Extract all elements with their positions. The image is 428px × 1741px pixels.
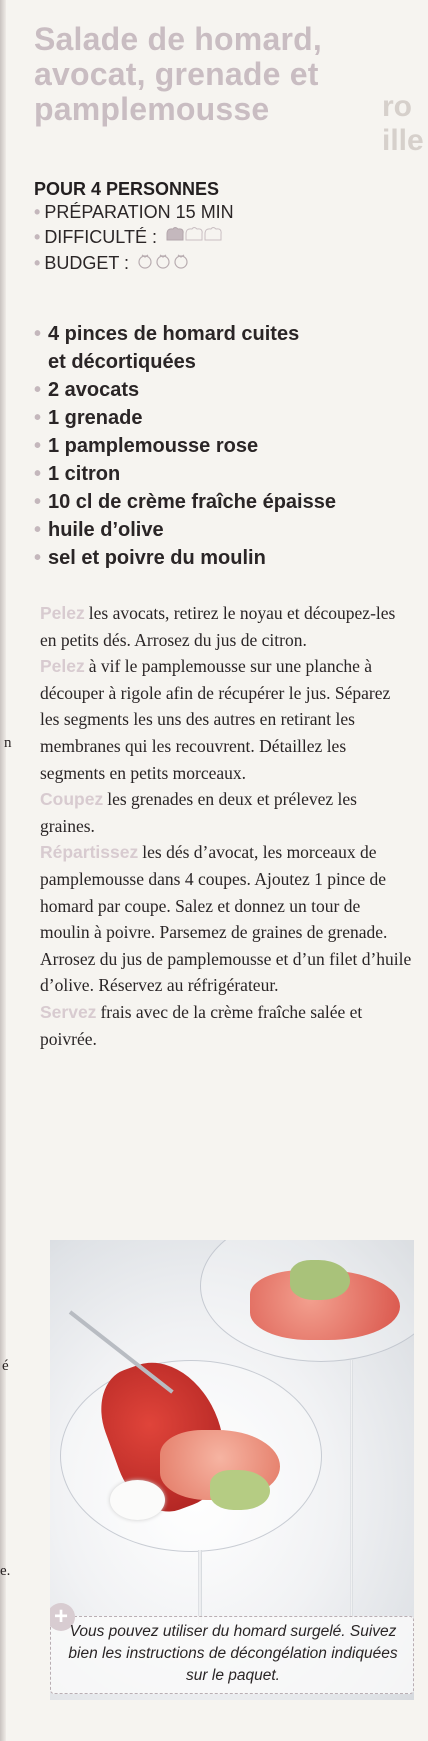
instruction-step	[40, 653, 412, 786]
ingredient-item: • sel et poivre du moulin	[34, 544, 424, 572]
step-text: à vif le pamplemousse sur une planche à découper à rigole afin de récupérer le jus. Séparez les segments les uns des autres en retirant les membranes qui les recouvrent. Détaillez les segments en petits morceaux.	[40, 656, 391, 783]
avocado-pieces	[290, 1260, 350, 1300]
ingredient-item: • 1 pamplemousse rose	[34, 432, 424, 460]
ingredient-item: • 2 avocats	[34, 376, 424, 404]
page-gutter	[0, 0, 6, 1741]
ingredient-item: • 10 cl de crème fraîche épaisse	[34, 488, 424, 516]
instruction-step	[40, 600, 412, 653]
step-verb: Répartissez	[40, 842, 139, 863]
bleed-through-text: ro ille	[382, 90, 424, 157]
ingredient-item: • 1 citron	[34, 460, 424, 488]
plus-icon: +	[50, 1603, 75, 1631]
ingredient-item: • huile d’olive	[34, 516, 424, 544]
step-text: frais avec de la crème fraîche salée et poivrée.	[40, 1001, 363, 1049]
adjacent-column-fragment: é	[2, 1358, 9, 1374]
step-verb: Servez	[40, 1001, 97, 1022]
bullet: •	[34, 227, 41, 247]
step-verb: Pelez	[40, 656, 85, 677]
coin-bag-icon	[136, 256, 190, 273]
cream-dollop	[110, 1480, 165, 1520]
instruction-step	[40, 786, 412, 839]
difficulty: • DIFFICULTÉ :	[34, 225, 374, 251]
chef-hat-icon	[164, 230, 222, 247]
adjacent-column-fragment: e.	[0, 1563, 11, 1579]
budget: • BUDGET :	[34, 251, 374, 277]
tip-text: Vous pouvez utiliser du homard surgelé. Suivez bien les instructions de décongélation indiquées sur le paquet.	[68, 1623, 398, 1684]
instruction-step	[40, 999, 412, 1052]
tip-box	[50, 1603, 414, 1694]
step-verb: Pelez	[40, 603, 85, 623]
bullet: •	[34, 202, 41, 222]
step-verb: Coupez	[40, 789, 104, 810]
adjacent-column-fragment: n	[4, 735, 12, 751]
recipe-title: Salade de homard, avocat, grenade et pamplemousse	[34, 21, 322, 127]
ingredient-list	[34, 320, 424, 572]
ingredient-item: • 4 pinces de homard cuites et décortiquées	[34, 320, 308, 376]
preparation-time: • PRÉPARATION 15 MIN	[34, 202, 234, 222]
step-text: les avocats, retirez le noyau et découpez-les en petits dés. Arrosez du jus de citron.	[40, 603, 396, 650]
recipe-meta	[34, 178, 374, 277]
avocado-pieces	[210, 1470, 270, 1510]
ingredient-item: • 1 grenade	[34, 404, 424, 432]
servings: POUR 4 PERSONNES	[34, 179, 220, 199]
glass-stem	[350, 1360, 353, 1640]
instruction-step	[40, 839, 412, 999]
bullet: •	[34, 253, 41, 273]
step-text: les dés d’avocat, les morceaux de pamplemousse dans 4 coupes. Ajoutez 1 pince de homard par coupe. Salez et donnez un tour de moulin à poivre. Parsemez de graines de grenade. Arrosez du jus de pamplemousse et d’un filet d’huile d’olive. Réservez au réfrigérateur.	[40, 842, 412, 996]
recipe-instructions	[40, 600, 412, 1052]
step-text: les grenades en deux et prélevez les graines.	[40, 789, 357, 836]
salad-photo	[50, 1240, 414, 1700]
